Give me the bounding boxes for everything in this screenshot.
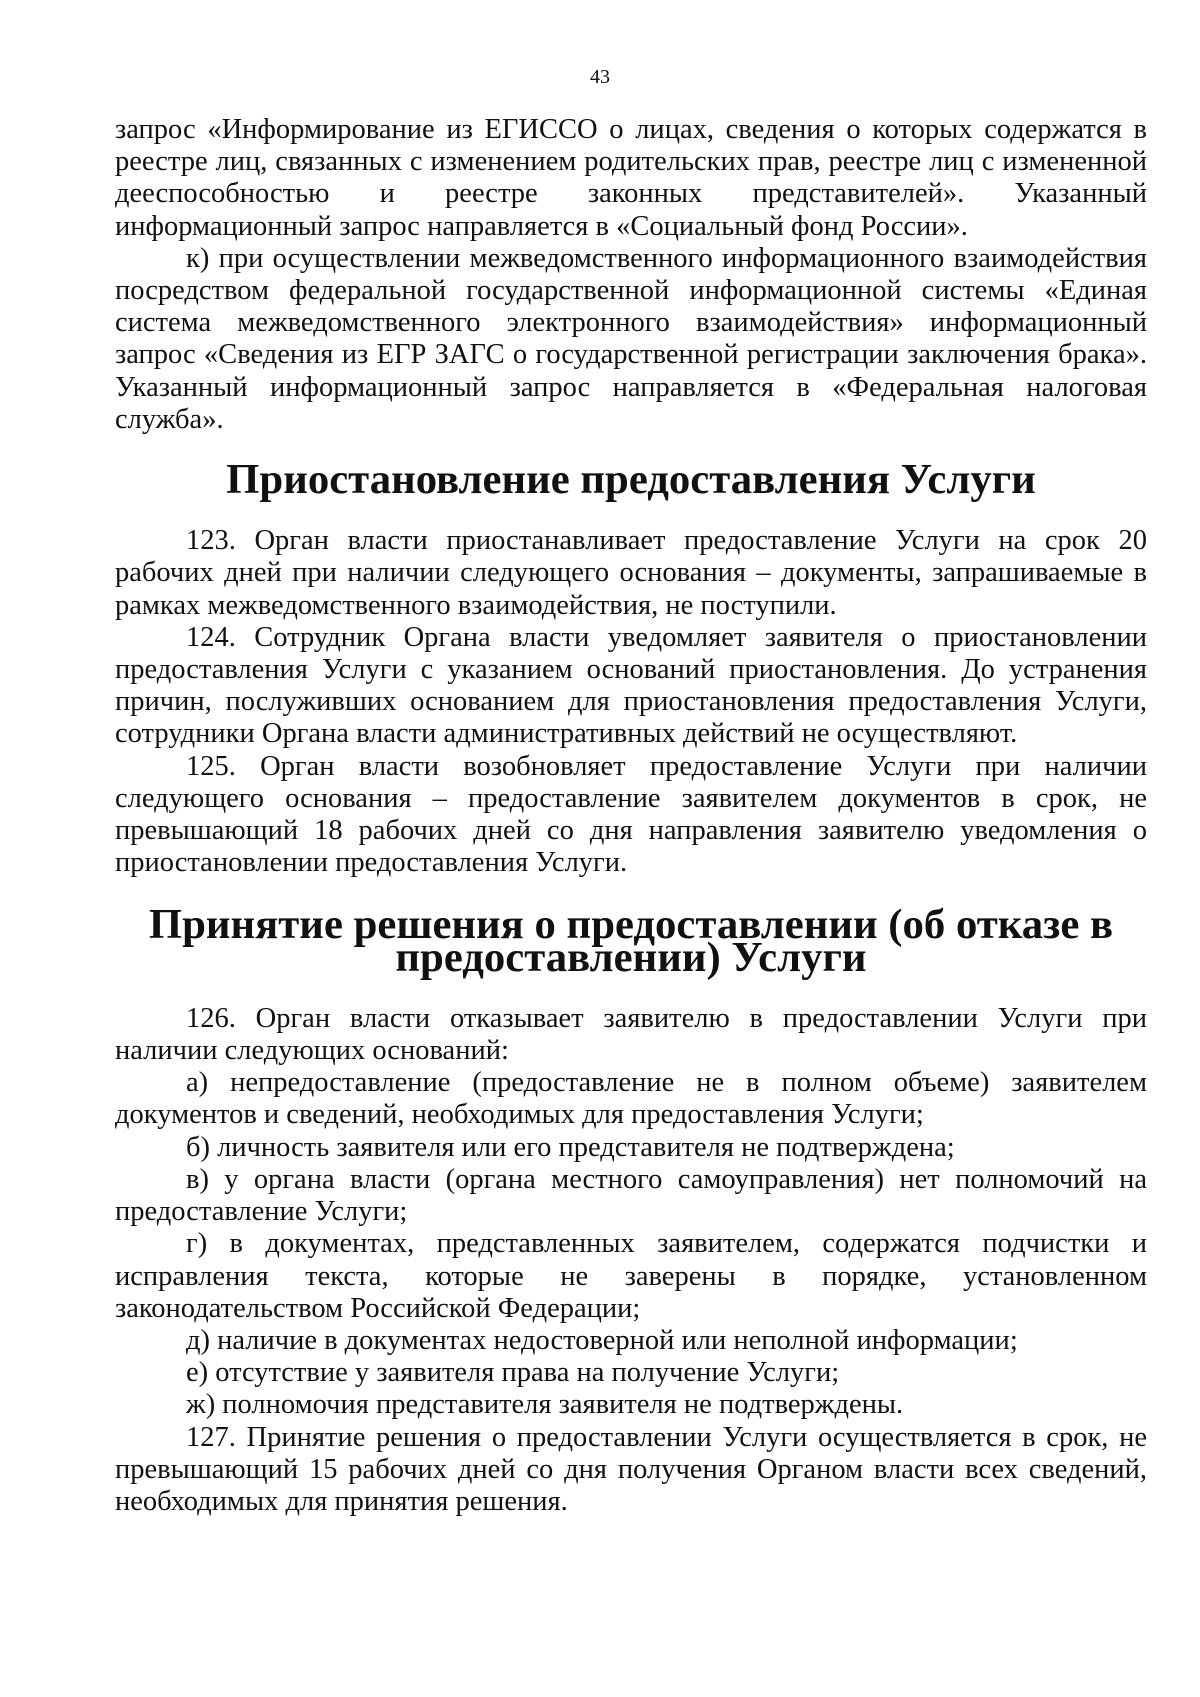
paragraph-126: 126. Орган власти отказывает заявителю в предоставлении Услуги при наличии следующих оснований: [115,1002,1147,1067]
paragraph-egisso-request: запрос «Информирование из ЕГИССО о лицах, сведения о которых содержатся в реестре лиц, связанных с изменением родительских прав, реестре лиц с измененной дееспособностью и реестре законных представителей». Указанный информационный запрос направляется в «Социальный фонд России». [115,114,1147,242]
paragraph-124: 124. Сотрудник Органа власти уведомляет заявителя о приостановлении предоставления Услуги с указанием оснований приостановления. До устранения причин, послуживших основанием для приостановления предоставления Услуги, сотрудники Органа власти административных действий не осуществляют. [115,621,1147,750]
list-item-d: д) наличие в документах недостоверной или неполной информации; [186,1324,1018,1356]
document-body [115,114,1147,1518]
list-item-a: а) непредоставление (предоставление не в полном объеме) заявителем документов и сведений, необходимых для предоставления Услуги; [115,1067,1147,1131]
paragraph-127: 127. Принятие решения о предоставлении Услуги осуществляется в срок, не превышающий 15 рабочих дней со дня получения Органом власти всех сведений, необходимых для принятия решения. [115,1421,1147,1517]
list-item-g: г) в документах, представленных заявителем, содержатся подчистки и исправления текста, которые не заверены в порядке, установленном законодательством Российской Федерации; [115,1228,1147,1324]
paragraph-item-k: к) при осуществлении межведомственного информационного взаимодействия посредством федеральной государственной информационной системы «Единая система межведомственного электронного взаимодействия» информационный запрос «Сведения из ЕГР ЗАГС о государственной регистрации заключения брака». Указанный информационный запрос направляется в «Федеральная налоговая служба». [115,242,1147,435]
section-heading-suspension: Приостановление предоставления Услуги [226,456,1036,504]
list-item-zh: ж) полномочия представителя заявителя не подтверждены. [186,1389,904,1421]
paragraph-123: 123. Орган власти приостанавливает предоставление Услуги на срок 20 рабочих дней при наличии следующего основания – документы, запрашиваемые в рамках межведомственного взаимодействия, не поступили. [115,525,1147,621]
section-heading-decision: Принятие решения о предоставлении (об отказе в предоставлении) Услуги [148,901,1114,981]
list-item-b: б) личность заявителя или его представителя не подтверждена; [186,1131,955,1163]
list-item-v: в) у органа власти (органа местного самоуправления) нет полномочий на предоставление Услуги; [115,1163,1147,1228]
page-number: 43 [590,66,610,88]
paragraph-125: 125. Орган власти возобновляет предоставление Услуги при наличии следующего основания – предоставление заявителем документов в срок, не превышающий 18 рабочих дней со дня направления заявителю уведомления о приостановлении предоставления Услуги. [115,750,1147,879]
list-item-e: е) отсутствие у заявителя права на получение Услуги; [186,1357,840,1389]
